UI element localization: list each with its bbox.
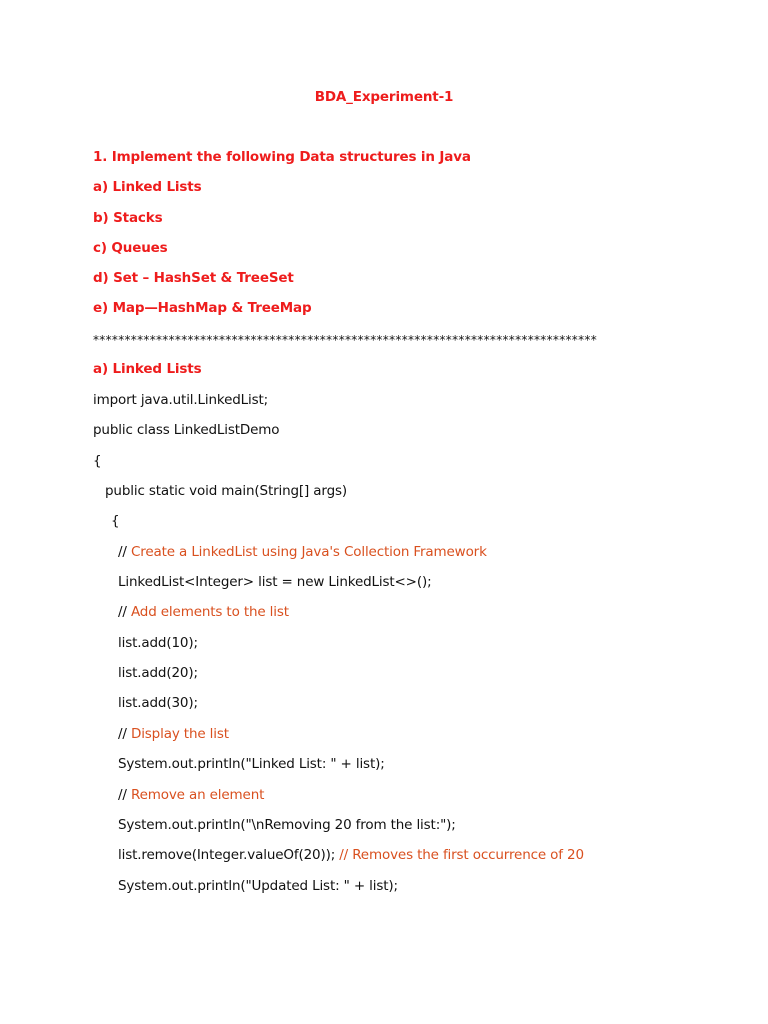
code-remove-line xyxy=(118,846,584,864)
comment-prefix: // xyxy=(118,787,131,803)
code-comment-add xyxy=(118,603,289,621)
comment-text: Remove an element xyxy=(130,787,265,803)
item-set: d) Set – HashSet & TreeSet xyxy=(93,270,294,286)
code-class-declaration: public class LinkedListDemo xyxy=(93,422,280,438)
code-open-brace-class: { xyxy=(93,453,102,469)
document-title: BDA_Experiment-1 xyxy=(314,89,454,105)
code-print-removing: System.out.println("\nRemoving 20 from the list:"); xyxy=(118,817,456,833)
code-import: import java.util.LinkedList; xyxy=(93,392,269,408)
question-heading: 1. Implement the following Data structures in Java xyxy=(93,149,471,165)
code-print-list: System.out.println("Linked List: " + list); xyxy=(118,756,385,772)
code-print-updated: System.out.println("Updated List: " + list); xyxy=(118,878,398,894)
comment-text: Display the list xyxy=(130,726,229,742)
code-create-list: LinkedList<Integer> list = new LinkedList<>(); xyxy=(118,574,432,590)
comment-text: // Removes the first occurrence of 20 xyxy=(339,847,584,863)
code-remove-call: list.remove(Integer.valueOf(20)); xyxy=(118,847,340,863)
code-comment-remove xyxy=(118,786,264,804)
code-comment-create xyxy=(118,543,487,561)
item-linked-lists: a) Linked Lists xyxy=(93,179,202,195)
section-heading: a) Linked Lists xyxy=(93,361,202,377)
code-add-10: list.add(10); xyxy=(118,635,198,651)
code-comment-display xyxy=(118,725,229,743)
code-main-declaration: public static void main(String[] args) xyxy=(105,483,347,499)
comment-prefix: // xyxy=(118,544,131,560)
code-add-30: list.add(30); xyxy=(118,695,198,711)
code-add-20: list.add(20); xyxy=(118,665,198,681)
comment-text: Create a LinkedList using Java's Collection Framework xyxy=(130,544,487,560)
comment-text: Add elements to the list xyxy=(130,604,289,620)
item-map: e) Map—HashMap & TreeMap xyxy=(93,300,312,316)
separator-line: ******************************************************************************** xyxy=(93,333,597,347)
item-stacks: b) Stacks xyxy=(93,210,163,226)
code-open-brace-main: { xyxy=(111,513,120,529)
comment-prefix: // xyxy=(118,726,131,742)
comment-prefix: // xyxy=(118,604,131,620)
item-queues: c) Queues xyxy=(93,240,168,256)
